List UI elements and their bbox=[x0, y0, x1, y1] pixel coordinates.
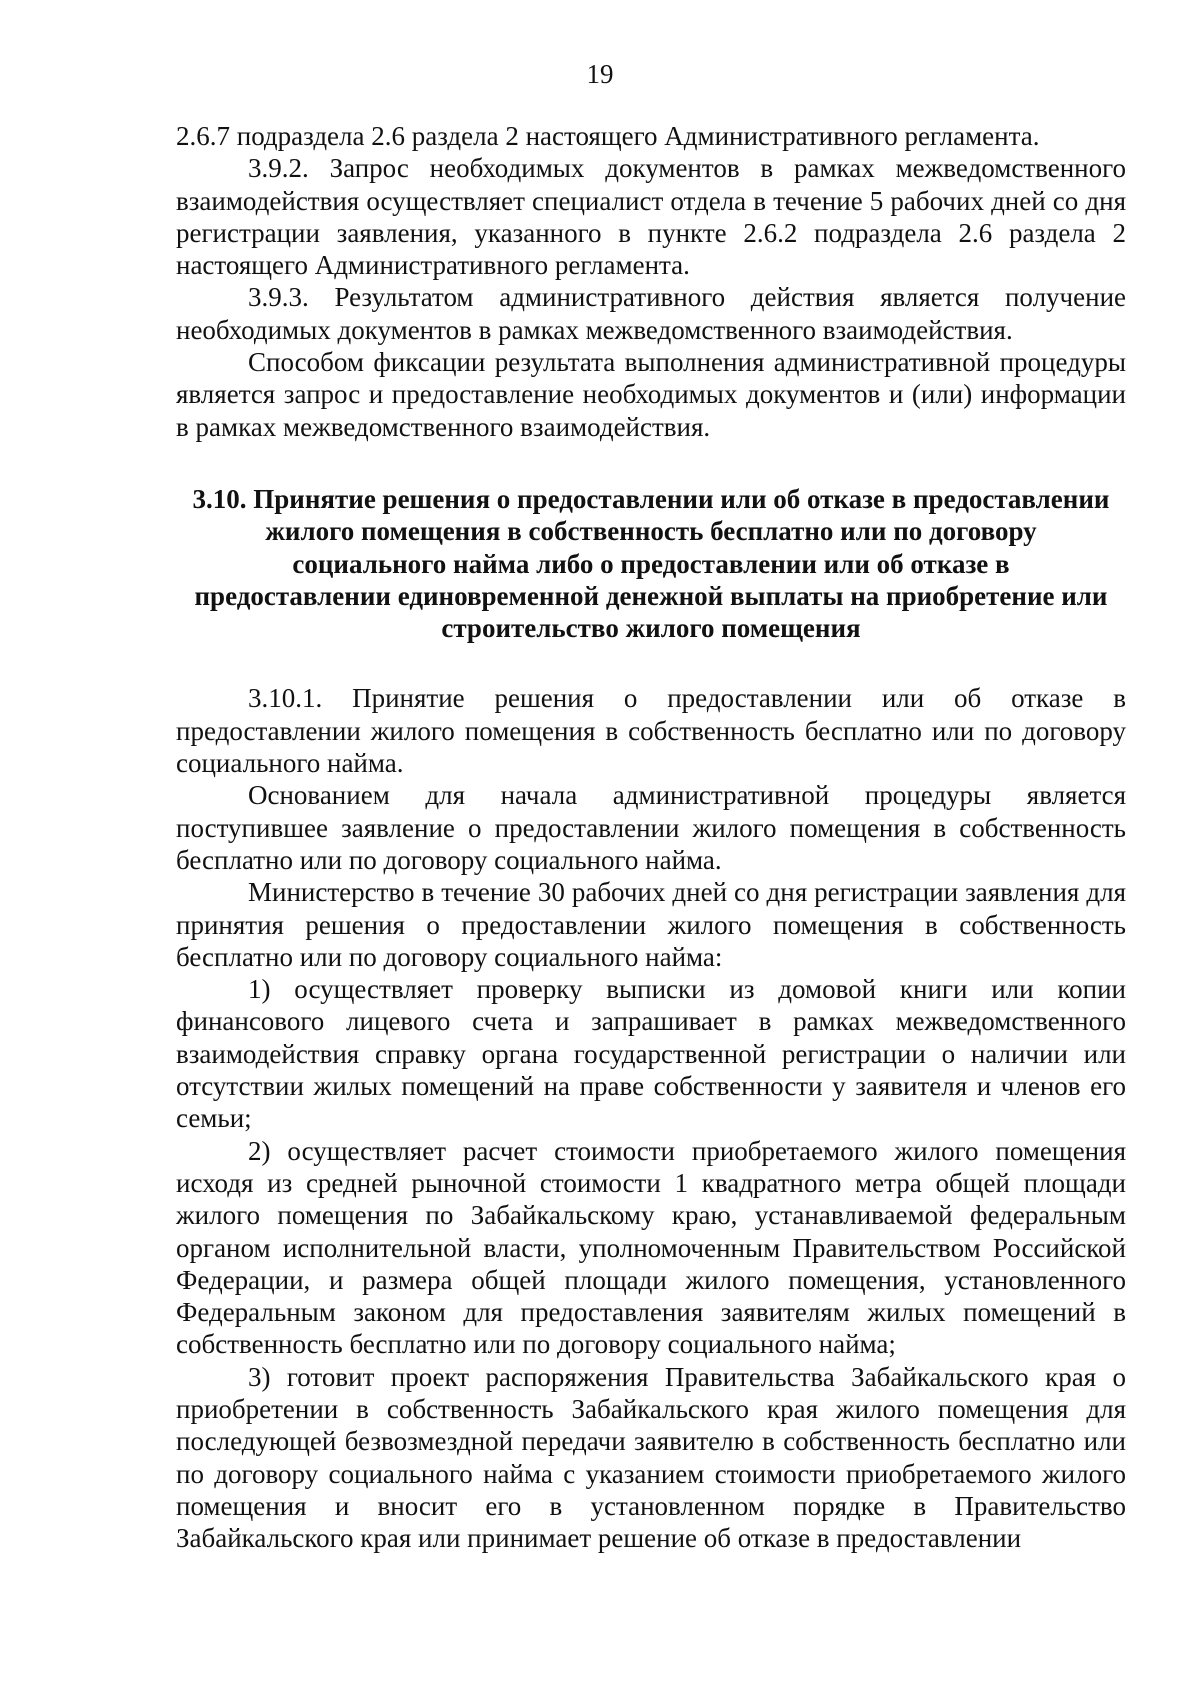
document-body bbox=[176, 120, 1126, 1554]
page-number: 19 bbox=[586, 59, 614, 89]
paragraph-3-9-2: 3.9.2. Запрос необходимых документов в рамках межведомственного взаимодействия осуществляет специалист отдела в течение 5 рабочих дней со дня регистрации заявления, указанного в пункте 2.6.2 подраздела 2.6 раздела 2 настоящего Административного регламента. bbox=[176, 153, 1126, 281]
paragraph-continuation: 2.6.7 подраздела 2.6 раздела 2 настоящего Административного регламента. bbox=[176, 121, 1040, 151]
paragraph-3-10-1: 3.10.1. Принятие решения о предоставлении или об отказе в предоставлении жилого помещения в собственность бесплатно или по договору социального найма. bbox=[176, 683, 1126, 779]
paragraph-3-9-3: 3.9.3. Результатом административного действия является получение необходимых документов в рамках межведомственного взаимодействия. bbox=[176, 282, 1126, 345]
list-item-1: 1) осуществляет проверку выписки из домовой книги или копии финансового лицевого счета и запрашивает в рамках межведомственного взаимодействия справку органа государственной регистрации о наличии или отсутствии жилых помещений на праве собственности у заявителя и членов его семьи; bbox=[176, 974, 1126, 1134]
list-item-2: 2) осуществляет расчет стоимости приобретаемого жилого помещения исходя из средней рыночной стоимости 1 квадратного метра общей площади жилого помещения по Забайкальскому краю, устанавливаемой федеральным органом исполнительной власти, уполномоченным Правительством Российской Федерации, и размера общей площади жилого помещения, установленного Федеральным законом для предоставления заявителям жилых помещений в собственность бесплатно или по договору социального найма; bbox=[176, 1135, 1126, 1360]
paragraph-ministry: Министерство в течение 30 рабочих дней со дня регистрации заявления для принятия решения о предоставлении жилого помещения в собственность бесплатно или по договору социального найма: bbox=[176, 877, 1126, 972]
list-item-3: 3) готовит проект распоряжения Правительства Забайкальского края о приобретении в собственность Забайкальского края жилого помещения для последующей безвозмездной передачи заявителю в собственность бесплатно или по договору социального найма с указанием стоимости приобретаемого жилого помещения и вносит его в установленном порядке в Правительство Забайкальского края или принимает решение об отказе в предоставлении bbox=[176, 1361, 1126, 1554]
paragraph-basis: Основанием для начала административной процедуры является поступившее заявление о предоставлении жилого помещения в собственность бесплатно или по договору социального найма. bbox=[176, 780, 1126, 875]
section-heading-3-10: 3.10. Принятие решения о предоставлении или об отказе в предоставлении жилого помещения в собственность бесплатно или по договору социального найма либо о предоставлении или об отказе в предоставлении единовременной денежной выплаты на приобретение или строительство жилого помещения bbox=[192, 483, 1110, 644]
paragraph-fixation-method: Способом фиксации результата выполнения административной процедуры является запрос и предоставление необходимых документов и (или) информации в рамках межведомственного взаимодействия. bbox=[176, 347, 1126, 442]
